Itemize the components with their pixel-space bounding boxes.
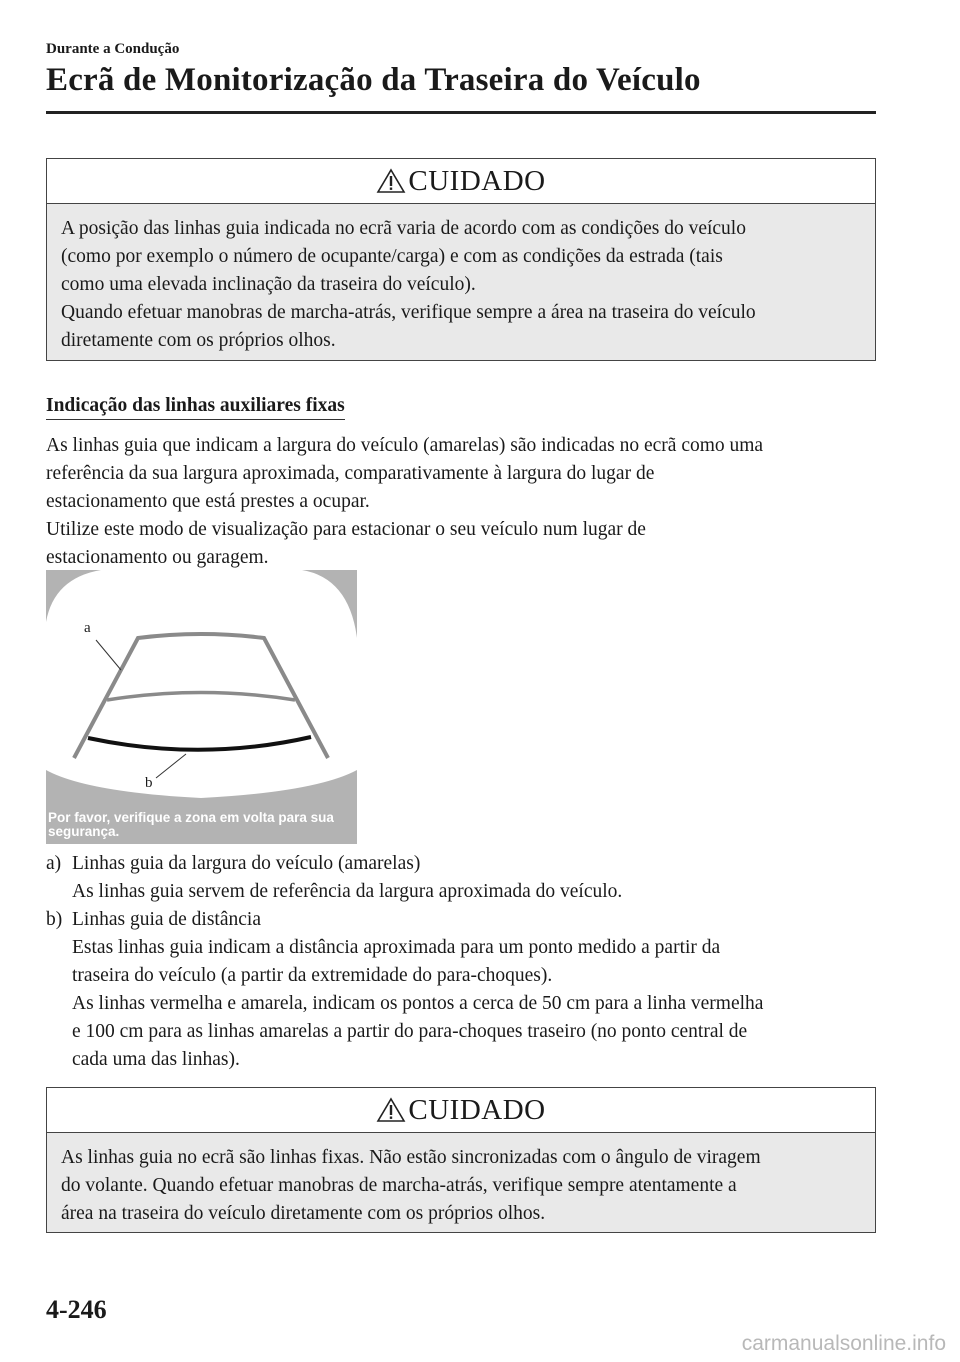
warning-triangle-icon (376, 1097, 406, 1123)
camera-view-drawing (46, 570, 357, 844)
paragraph-line: As linhas guia que indicam a largura do veículo (amarelas) são indicadas no ecrã como uma (46, 435, 764, 456)
caution-line: (como por exemplo o número de ocupante/carga) e com as condições da estrada (tais (61, 246, 723, 267)
paragraph-line: referência da sua largura aproximada, comparativamente à largura do lugar de (46, 463, 655, 484)
legend-key: a) (46, 853, 62, 874)
caution-line: Quando efetuar manobras de marcha-atrás, verifique sempre a área na traseira do veículo (61, 302, 756, 323)
legend-item-b (46, 906, 876, 1074)
caution-box-2 (46, 1087, 876, 1233)
caution-box-1 (46, 158, 876, 361)
legend-line: e 100 cm para as linhas amarelas a partir do para-choques traseiro (no ponto central de (72, 1021, 748, 1042)
page-title: Ecrã de Monitorização da Traseira do Veículo (46, 62, 701, 98)
legend-line: traseira do veículo (a partir da extremidade do para-choques). (72, 965, 553, 986)
section-heading: Indicação das linhas auxiliares fixas (46, 395, 345, 420)
caution-text (47, 1133, 875, 1228)
screen-message: Por favor, verifique a zona em volta para sua segurança. (48, 810, 334, 839)
legend-line: cada uma das linhas). (72, 1049, 240, 1070)
caution-title: CUIDADO (408, 1093, 546, 1126)
caution-line: como uma elevada inclinação da traseira do veículo). (61, 274, 476, 295)
caution-line: diretamente com os próprios olhos. (61, 330, 336, 351)
caution-line: As linhas guia no ecrã são linhas fixas. Não estão sincronizadas com o ângulo de viragem (61, 1147, 761, 1168)
section-label: Durante a Condução (46, 41, 180, 57)
caution-title: CUIDADO (408, 164, 546, 197)
callout-label-b: b (145, 775, 153, 791)
legend-item-a (46, 850, 876, 906)
caution-line: do volante. Quando efetuar manobras de marcha-atrás, verifique sempre atentamente a (61, 1175, 737, 1196)
caution-line: área na traseira do veículo diretamente com os próprios olhos. (61, 1203, 546, 1224)
legend-line: Linhas guia de distância (72, 909, 261, 930)
watermark: carmanualsonline.info (741, 1332, 946, 1355)
caution-line: A posição das linhas guia indicada no ecrã varia de acordo com as condições do veículo (61, 218, 746, 239)
legend-key: b) (46, 909, 63, 930)
figure-legend (46, 850, 876, 1074)
camera-viewport (46, 570, 357, 798)
title-divider (46, 111, 876, 114)
caution-text (47, 204, 875, 355)
section-paragraph (46, 432, 876, 572)
legend-line: As linhas guia servem de referência da largura aproximada do veículo. (72, 881, 623, 902)
paragraph-line: estacionamento ou garagem. (46, 547, 269, 568)
page-number: 4-246 (46, 1295, 107, 1324)
paragraph-line: estacionamento que está prestes a ocupar. (46, 491, 370, 512)
rear-camera-screen-illustration (46, 570, 357, 844)
warning-triangle-icon (376, 168, 406, 194)
legend-line: Linhas guia da largura do veículo (amarelas) (72, 853, 421, 874)
legend-line: As linhas vermelha e amarela, indicam os pontos a cerca de 50 cm para a linha vermelha (72, 993, 764, 1014)
caution-header (47, 1088, 875, 1133)
paragraph-line: Utilize este modo de visualização para estacionar o seu veículo num lugar de (46, 519, 646, 540)
caution-header (47, 159, 875, 204)
callout-label-a: a (84, 620, 91, 636)
legend-line: Estas linhas guia indicam a distância aproximada para um ponto medido a partir da (72, 937, 721, 958)
